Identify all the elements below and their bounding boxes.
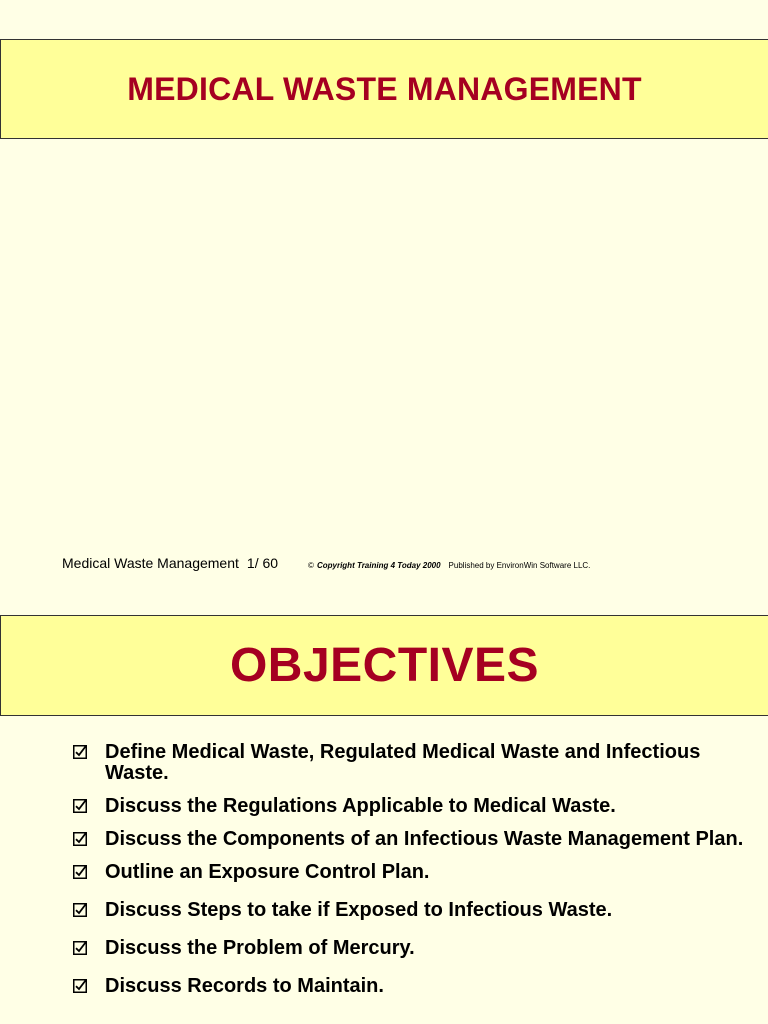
checkbox-checked-icon — [73, 862, 105, 879]
slide-1-title-box — [0, 39, 768, 139]
page-number: 1/ 60 — [246, 555, 279, 571]
copyright-text: Copyright Training 4 Today 2000 — [316, 561, 441, 570]
checkbox-checked-icon — [73, 900, 105, 917]
objective-item — [73, 976, 753, 997]
slide-2-title-box — [0, 615, 768, 716]
objective-item — [73, 862, 753, 883]
objective-text: Discuss the Problem of Mercury. — [105, 937, 415, 959]
slide-1-title: MEDICAL WASTE MANAGEMENT — [127, 70, 642, 107]
objective-text: Outline an Exposure Control Plan. — [105, 861, 430, 883]
checkbox-checked-icon — [73, 829, 105, 846]
footer-title: Medical Waste Management — [62, 555, 239, 571]
copyright-symbol: © — [308, 561, 314, 570]
objective-text: Discuss Records to Maintain. — [105, 975, 384, 997]
objective-item — [73, 796, 753, 817]
slide-footer — [62, 555, 590, 571]
checkbox-checked-icon — [73, 976, 105, 993]
checkbox-checked-icon — [73, 796, 105, 813]
checkbox-checked-icon — [73, 742, 105, 759]
objective-item — [73, 900, 753, 921]
objective-text: Discuss the Regulations Applicable to Medical Waste. — [105, 795, 616, 817]
objective-text: Discuss the Components of an Infectious Waste Management Plan. — [105, 828, 744, 850]
objective-item — [73, 938, 753, 959]
publisher-text: Published by EnvironWin Software LLC. — [448, 561, 591, 570]
slide-2 — [0, 600, 768, 1024]
objective-text: Define Medical Waste, Regulated Medical Waste and Infectious Waste. — [105, 741, 701, 784]
objectives-list — [73, 742, 753, 997]
slide-2-title: OBJECTIVES — [229, 639, 540, 692]
checkbox-checked-icon — [73, 938, 105, 955]
objective-item — [73, 829, 753, 850]
copyright-notice — [308, 561, 590, 570]
objective-text: Discuss Steps to take if Exposed to Infectious Waste. — [105, 899, 613, 921]
objective-item — [73, 742, 753, 784]
